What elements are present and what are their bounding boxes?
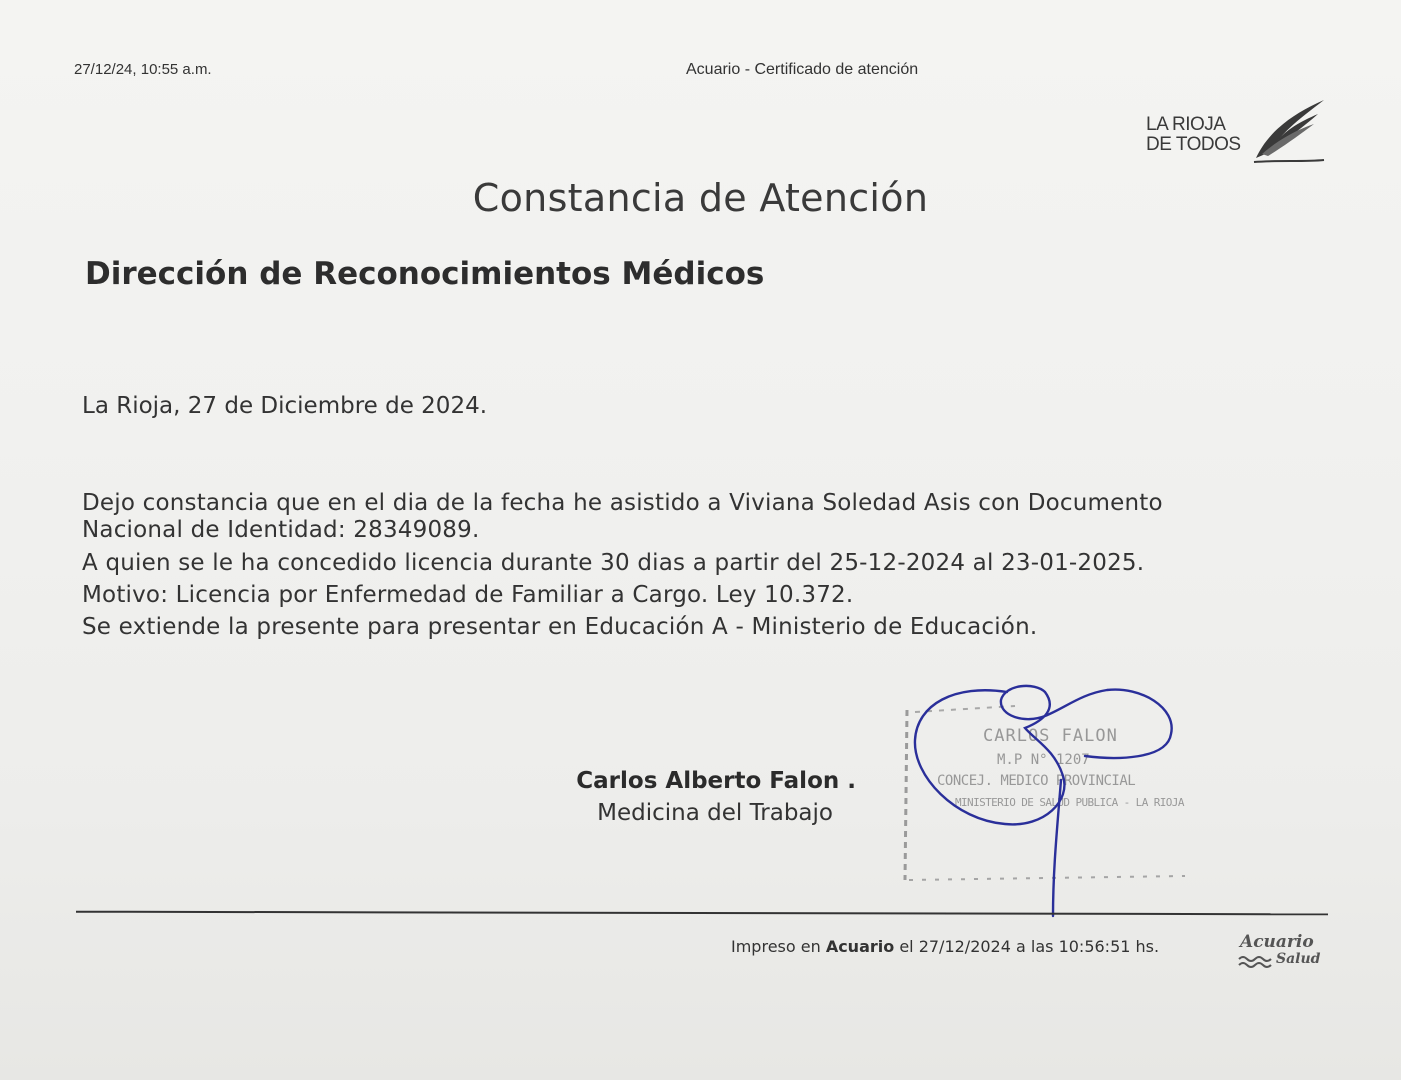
la-rioja-logo	[1140, 96, 1330, 170]
print-datetime: 27/12/24, 10:55 a.m.	[74, 61, 212, 78]
waves-icon	[1238, 954, 1276, 970]
stamp-line-4: MINISTERIO DE SALUD PUBLICA - LA RIOJA	[955, 796, 1184, 809]
acuario-salud-logo	[1236, 932, 1336, 972]
signatory-role: Medicina del Trabajo	[597, 800, 833, 826]
print-app-title: Acuario - Certificado de atención	[686, 61, 919, 78]
stamp-line-1: CARLOS FALON	[983, 726, 1118, 746]
signatory-name: Carlos Alberto Falon .	[576, 768, 856, 794]
doctor-stamp	[895, 680, 1195, 920]
footer-suffix: el 27/12/2024 a las 10:56:51 hs.	[894, 937, 1160, 956]
print-footer	[731, 937, 1159, 956]
acuario-logo-text: Acuario	[1240, 932, 1314, 952]
body-line-3: A quien se le ha concedido licencia durante 30 dias a partir del 25-12-2024 al 23-01-2025.	[82, 550, 1145, 576]
stamp-line-2: M.P N° 1207	[997, 752, 1090, 768]
logo-line-1: LA RIOJA	[1146, 114, 1226, 135]
body-line-1: Dejo constancia que en el dia de la fecha he asistido a Viviana Soledad Asis con Documento	[82, 490, 1163, 516]
body-line-2: Nacional de Identidad: 28349089.	[82, 517, 480, 543]
stamp-line-3: CONCEJ. MEDICO PROVINCIAL	[937, 773, 1136, 789]
salud-logo-text: Salud	[1276, 951, 1321, 967]
department-title: Dirección de Reconocimientos Médicos	[85, 256, 765, 292]
footer-app: Acuario	[825, 937, 895, 956]
body-line-5: Se extiende la presente para presentar en Educación A - Ministerio de Educación.	[82, 614, 1038, 640]
wing-icon	[1248, 96, 1328, 168]
footer-prefix: Impreso en	[731, 937, 826, 956]
body-line-4: Motivo: Licencia por Enfermedad de Familiar a Cargo. Ley 10.372.	[82, 582, 854, 608]
place-date: La Rioja, 27 de Diciembre de 2024.	[82, 393, 488, 419]
document-title: Constancia de Atención	[472, 176, 929, 220]
logo-line-2: DE TODOS	[1146, 134, 1241, 155]
handwritten-signature	[895, 680, 1195, 920]
